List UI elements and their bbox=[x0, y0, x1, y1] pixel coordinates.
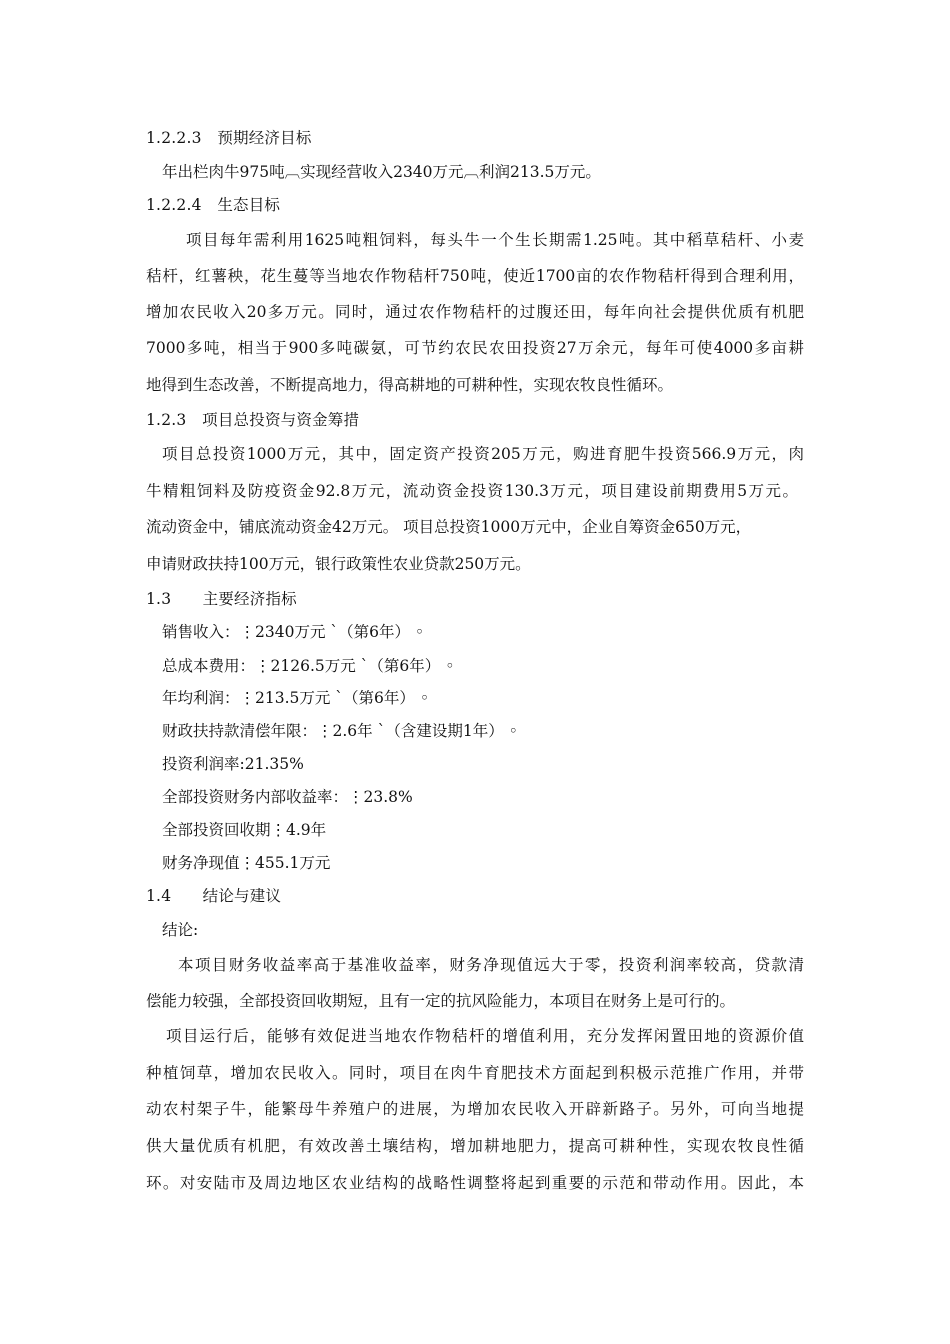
paragraph-line: 年出栏肉牛975吨︹实现经营收入2340万元︹利润213.5万元。 bbox=[162, 163, 601, 181]
section-heading-1-2-2-3: 1.2.2.3 预期经济目标 bbox=[146, 129, 312, 147]
paragraph-line: 环。对安陆市及周边地区农业结构的战略性调整将起到重要的示范和带动作用。因此，本 bbox=[146, 1174, 804, 1192]
paragraph-line: 种植饲草，增加农民收入。同时，项目在肉牛育肥技术方面起到积极示范推广作用，并带 bbox=[146, 1064, 804, 1082]
section-heading-1-2-3: 1.2.3 项目总投资与资金筹措 bbox=[146, 411, 360, 429]
conclusion-label: 结论: bbox=[162, 921, 199, 939]
paragraph-line: 项目总投资1000万元，其中，固定资产投资205万元，购进育肥牛投资566.9万元，肉 bbox=[162, 445, 804, 463]
paragraph-line: 增加农民收入20多万元。同时，通过农作物秸杆的过腹还田，每年向社会提供优质有机肥 bbox=[146, 303, 804, 321]
indicator-npv: 财务净现值⋮455.1万元 bbox=[162, 854, 331, 872]
indicator-repayment-period: 财政扶持款清偿年限：⋮2.6年 ˋ（含建设期1年） ◦ bbox=[162, 722, 518, 740]
section-heading-1-3: 1.3 主要经济指标 bbox=[146, 590, 297, 608]
indicator-sales-revenue: 销售收入：⋮2340万元 ˋ（第6年） ◦ bbox=[162, 623, 425, 641]
paragraph-line: 项目运行后，能够有效促进当地农作物秸杆的增值利用，充分发挥闲置田地的资源价值 bbox=[166, 1027, 804, 1045]
indicator-annual-profit: 年均利润：⋮213.5万元 ˋ（第6年） ◦ bbox=[162, 689, 429, 707]
paragraph-line: 地得到生态改善，不断提高地力，得高耕地的可耕种性，实现农牧良性循环。 bbox=[146, 376, 674, 394]
indicator-profit-rate: 投资利润率:21.35% bbox=[162, 755, 304, 773]
indicator-irr: 全部投资财务内部收益率：⋮23.8% bbox=[162, 788, 413, 806]
paragraph-line: 秸杆，红薯秧，花生蔓等当地农作物秸杆750吨，使近1700亩的农作物秸杆得到合理利用， bbox=[146, 267, 804, 285]
paragraph-line: 本项目财务收益率高于基准收益率，财务净现值远大于零，投资利润率较高，贷款清 bbox=[178, 956, 804, 974]
paragraph-line: 偿能力较强，全部投资回收期短，且有一定的抗风险能力，本项目在财务上是可行的。 bbox=[146, 992, 736, 1010]
paragraph-line: 牛精粗饲料及防疫资金92.8万元，流动资金投资130.3万元，项目建设前期费用5万元。 bbox=[146, 482, 798, 500]
paragraph-line: 项目每年需利用1625吨粗饲料，每头牛一个生长期需1.25吨。其中稻草秸杆、小麦 bbox=[186, 231, 804, 249]
paragraph-line: 流动资金中，铺底流动资金42万元。 项目总投资1000万元中，企业自筹资金650万元， bbox=[146, 518, 752, 536]
paragraph-line: 申请财政扶持100万元，银行政策性农业贷款250万元。 bbox=[146, 555, 531, 573]
indicator-total-cost: 总成本费用：⋮2126.5万元 ˋ（第6年） ◦ bbox=[162, 657, 455, 675]
section-heading-1-4: 1.4 结论与建议 bbox=[146, 887, 282, 905]
indicator-payback-period: 全部投资回收期⋮4.9年 bbox=[162, 821, 327, 839]
paragraph-line: 动农村架子牛，能繁母牛养殖户的进展，为增加农民收入开辟新路子。另外，可向当地提 bbox=[146, 1100, 804, 1118]
paragraph-line: 7000多吨，相当于900多吨碳氨，可节约农民农田投资27万余元，每年可使4000多亩耕 bbox=[146, 339, 804, 357]
paragraph-line: 供大量优质有机肥，有效改善土壤结构，增加耕地肥力，提高可耕种性，实现农牧良性循 bbox=[146, 1137, 804, 1155]
section-heading-1-2-2-4: 1.2.2.4 生态目标 bbox=[146, 196, 281, 214]
